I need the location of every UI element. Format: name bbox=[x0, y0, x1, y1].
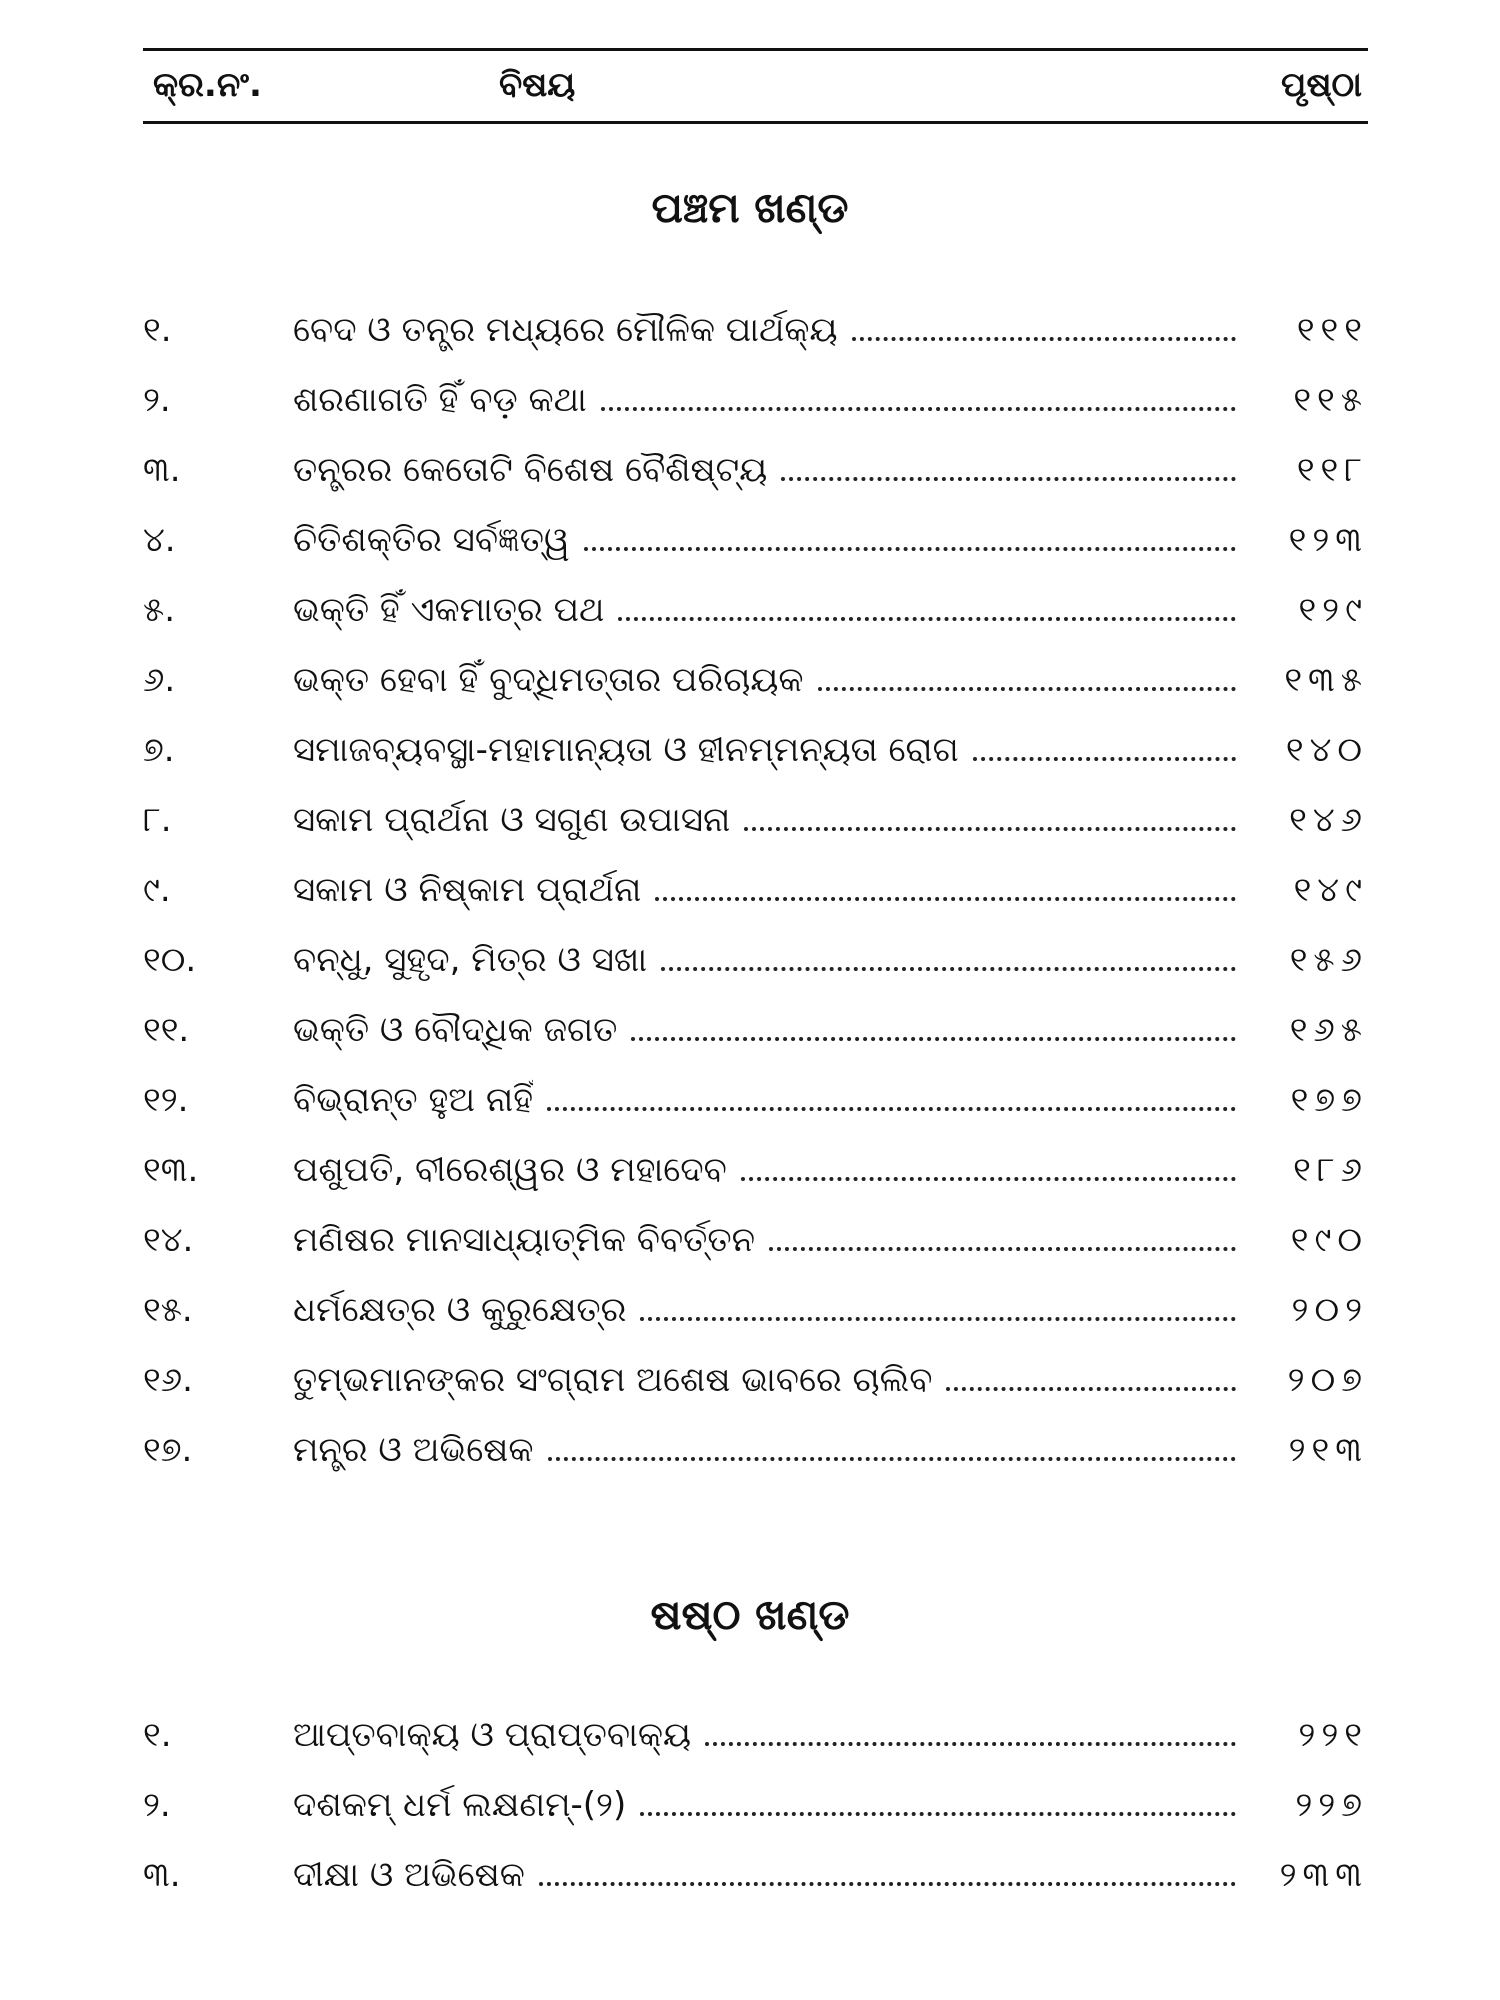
toc-number: ୧. bbox=[143, 310, 172, 350]
page-column-label: ପୃଷ୍ଠା bbox=[1281, 65, 1362, 105]
toc-number: ୧୭. bbox=[143, 1430, 193, 1470]
toc-page-number: ୧୨୯ bbox=[1298, 590, 1368, 630]
toc-row[interactable] bbox=[143, 1705, 1368, 1775]
dot-leader bbox=[640, 1812, 1236, 1816]
toc-number: ୪. bbox=[143, 520, 176, 560]
toc-row[interactable] bbox=[143, 1210, 1368, 1280]
toc-page-number: ୧୪୬ bbox=[1289, 800, 1368, 840]
toc-page-number: ୧୯୦ bbox=[1290, 1220, 1368, 1260]
dot-leader bbox=[818, 687, 1236, 691]
toc-number: ୧୫. bbox=[143, 1290, 193, 1330]
toc-row[interactable] bbox=[143, 1350, 1368, 1420]
toc-row[interactable] bbox=[143, 1845, 1368, 1915]
dot-leader bbox=[769, 1247, 1236, 1251]
toc-page-number: ୧୮୬ bbox=[1293, 1150, 1368, 1190]
toc-number: ୩. bbox=[143, 450, 181, 490]
dot-leader bbox=[631, 1037, 1236, 1041]
dot-leader bbox=[705, 1742, 1236, 1746]
toc-title: ସକାମ ଓ ନିଷ୍କାମ ପ୍ରାର୍ଥନା bbox=[293, 870, 642, 910]
dot-leader bbox=[741, 1177, 1236, 1181]
toc-page-number: ୨୦୭ bbox=[1287, 1360, 1368, 1400]
toc-row[interactable] bbox=[143, 510, 1368, 580]
toc-number: ୧୦. bbox=[143, 940, 197, 980]
toc-title: ମଣିଷର ମାନସାଧ୍ୟାତ୍ମିକ ବିବର୍ତ୍ତନ bbox=[293, 1220, 756, 1260]
dot-leader bbox=[973, 757, 1236, 761]
toc-page-number: ୧୪୯ bbox=[1293, 870, 1368, 910]
toc-row[interactable] bbox=[143, 720, 1368, 790]
toc-list-section-5 bbox=[143, 300, 1368, 1490]
toc-title: ବନ୍ଧୁ, ସୁହୃଦ, ମିତ୍ର ଓ ସଖା bbox=[293, 940, 648, 980]
dot-leader bbox=[547, 1107, 1236, 1111]
toc-number: ୯. bbox=[143, 870, 171, 910]
toc-page-number: ୧୧୮ bbox=[1296, 450, 1368, 490]
toc-page-number: ୨୨୭ bbox=[1295, 1785, 1368, 1825]
subject-column-label: ବିଷୟ bbox=[499, 65, 576, 105]
toc-title: ସକାମ ପ୍ରାର୍ଥନା ଓ ସଗୁଣ ଉପାସନା bbox=[293, 800, 731, 840]
toc-row[interactable] bbox=[143, 860, 1368, 930]
toc-row[interactable] bbox=[143, 440, 1368, 510]
toc-title: ତୁମ୍ଭମାନଙ୍କର ସଂଗ୍ରାମ ଅଶେଷ ଭାବରେ ଚାଲିବ bbox=[293, 1360, 933, 1400]
toc-page-number: ୧୧୧ bbox=[1296, 310, 1368, 350]
dot-leader bbox=[539, 1882, 1236, 1886]
dot-leader bbox=[655, 897, 1236, 901]
toc-row[interactable] bbox=[143, 1775, 1368, 1845]
toc-number: ୧୬. bbox=[143, 1360, 193, 1400]
serial-column-label: କ୍ର.ନଂ. bbox=[153, 65, 262, 105]
dot-leader bbox=[852, 337, 1236, 341]
toc-row[interactable] bbox=[143, 370, 1368, 440]
toc-row[interactable] bbox=[143, 650, 1368, 720]
toc-row[interactable] bbox=[143, 300, 1368, 370]
dot-leader bbox=[584, 547, 1236, 551]
toc-page-number: ୨୦୨ bbox=[1291, 1290, 1368, 1330]
toc-row[interactable] bbox=[143, 930, 1368, 1000]
toc-number: ୭. bbox=[143, 730, 175, 770]
toc-title: ଭକ୍ତି ଓ ବୌଦ୍ଧିକ ଜଗତ bbox=[293, 1010, 618, 1050]
toc-title: ବେଦ ଓ ତନ୍ତ୍ର ମଧ୍ୟରେ ମୌଳିକ ପାର୍ଥକ୍ୟ bbox=[293, 310, 838, 350]
dot-leader bbox=[781, 477, 1236, 481]
toc-title: ଦୀକ୍ଷା ଓ ଅଭିଷେକ bbox=[293, 1855, 525, 1895]
toc-title: ଧର୍ମକ୍ଷେତ୍ର ଓ କୁରୁକ୍ଷେତ୍ର bbox=[293, 1290, 627, 1330]
dot-leader bbox=[946, 1387, 1236, 1391]
dot-leader bbox=[548, 1457, 1236, 1461]
toc-page-number: ୧୪୦ bbox=[1285, 730, 1368, 770]
dot-leader bbox=[601, 407, 1236, 411]
dot-leader bbox=[618, 617, 1236, 621]
toc-row[interactable] bbox=[143, 1280, 1368, 1350]
toc-page-number: ୧୫୬ bbox=[1289, 940, 1368, 980]
toc-number: ୩. bbox=[143, 1855, 181, 1895]
section-title-6: ଷଷ୍ଠ ଖଣ୍ଡ bbox=[650, 1590, 850, 1639]
toc-number: ୬. bbox=[143, 660, 176, 700]
toc-number: ୧୨. bbox=[143, 1080, 189, 1120]
toc-title: ଦଶକମ୍ ଧର୍ମ ଲକ୍ଷଣମ୍-(୨) bbox=[293, 1785, 627, 1825]
toc-page-number: ୧୬୫ bbox=[1289, 1010, 1368, 1050]
toc-number: ୫. bbox=[143, 590, 176, 630]
dot-leader bbox=[744, 827, 1236, 831]
toc-number: ୮. bbox=[143, 800, 172, 840]
toc-number: ୧୩. bbox=[143, 1150, 199, 1190]
toc-row[interactable] bbox=[143, 1140, 1368, 1210]
dot-leader bbox=[661, 967, 1236, 971]
toc-page-number: ୨୧୩ bbox=[1288, 1430, 1368, 1470]
toc-row[interactable] bbox=[143, 1420, 1368, 1490]
toc-number: ୧. bbox=[143, 1715, 172, 1755]
dot-leader bbox=[640, 1317, 1236, 1321]
toc-list-section-6 bbox=[143, 1705, 1368, 1915]
toc-page-number: ୧୩୫ bbox=[1284, 660, 1368, 700]
toc-number: ୨. bbox=[143, 1785, 171, 1825]
toc-page-number: ୧୧୫ bbox=[1293, 380, 1368, 420]
toc-row[interactable] bbox=[143, 580, 1368, 650]
toc-title: ସମାଜବ୍ୟବସ୍ଥା-ମହାମାନ୍ୟତା ଓ ହୀନମ୍ମନ୍ୟତା ରୋଗ bbox=[293, 730, 959, 770]
toc-page-number: ୧୨୩ bbox=[1288, 520, 1368, 560]
toc-title: ଆପ୍ତବାକ୍ୟ ଓ ପ୍ରାପ୍ତବାକ୍ୟ bbox=[293, 1715, 691, 1755]
toc-number: ୧୪. bbox=[143, 1220, 194, 1260]
toc-row[interactable] bbox=[143, 1070, 1368, 1140]
toc-title: ତନ୍ତ୍ରର କେତୋଟି ବିଶେଷ ବୈଶିଷ୍ଟ୍ୟ bbox=[293, 450, 768, 490]
section-title-5: ପଞ୍ଚମ ଖଣ୍ଡ bbox=[651, 183, 849, 232]
toc-title: ମନ୍ତ୍ର ଓ ଅଭିଷେକ bbox=[293, 1430, 534, 1470]
toc-number: ୨. bbox=[143, 380, 171, 420]
toc-title: ବିଭ୍ରାନ୍ତ ହୁଅ ନାହିଁ bbox=[293, 1080, 534, 1120]
toc-title: ପଶୁପତି, ବୀରେଶ୍ୱର ଓ ମହାଦେବ bbox=[293, 1150, 727, 1190]
toc-page-number: ୨୨୧ bbox=[1298, 1715, 1368, 1755]
toc-title: ଭକ୍ତ ହେବା ହିଁ ବୁଦ୍ଧିମତ୍ତାର ପରିଚାୟକ bbox=[293, 660, 804, 700]
toc-page-number: ୧୭୭ bbox=[1290, 1080, 1368, 1120]
toc-title: ଭକ୍ତି ହିଁ ଏକମାତ୍ର ପଥ bbox=[293, 590, 605, 630]
toc-header bbox=[143, 48, 1368, 124]
toc-row[interactable] bbox=[143, 1000, 1368, 1070]
toc-title: ଶରଣାଗତି ହିଁ ବଡ଼ କଥା bbox=[293, 380, 587, 420]
toc-title: ଚିତିଶକ୍ତିର ସର୍ବଜ୍ଞତ୍ୱ bbox=[293, 520, 570, 560]
toc-row[interactable] bbox=[143, 790, 1368, 860]
toc-page-number: ୨୩୩ bbox=[1279, 1855, 1368, 1895]
toc-number: ୧୧. bbox=[143, 1010, 190, 1050]
